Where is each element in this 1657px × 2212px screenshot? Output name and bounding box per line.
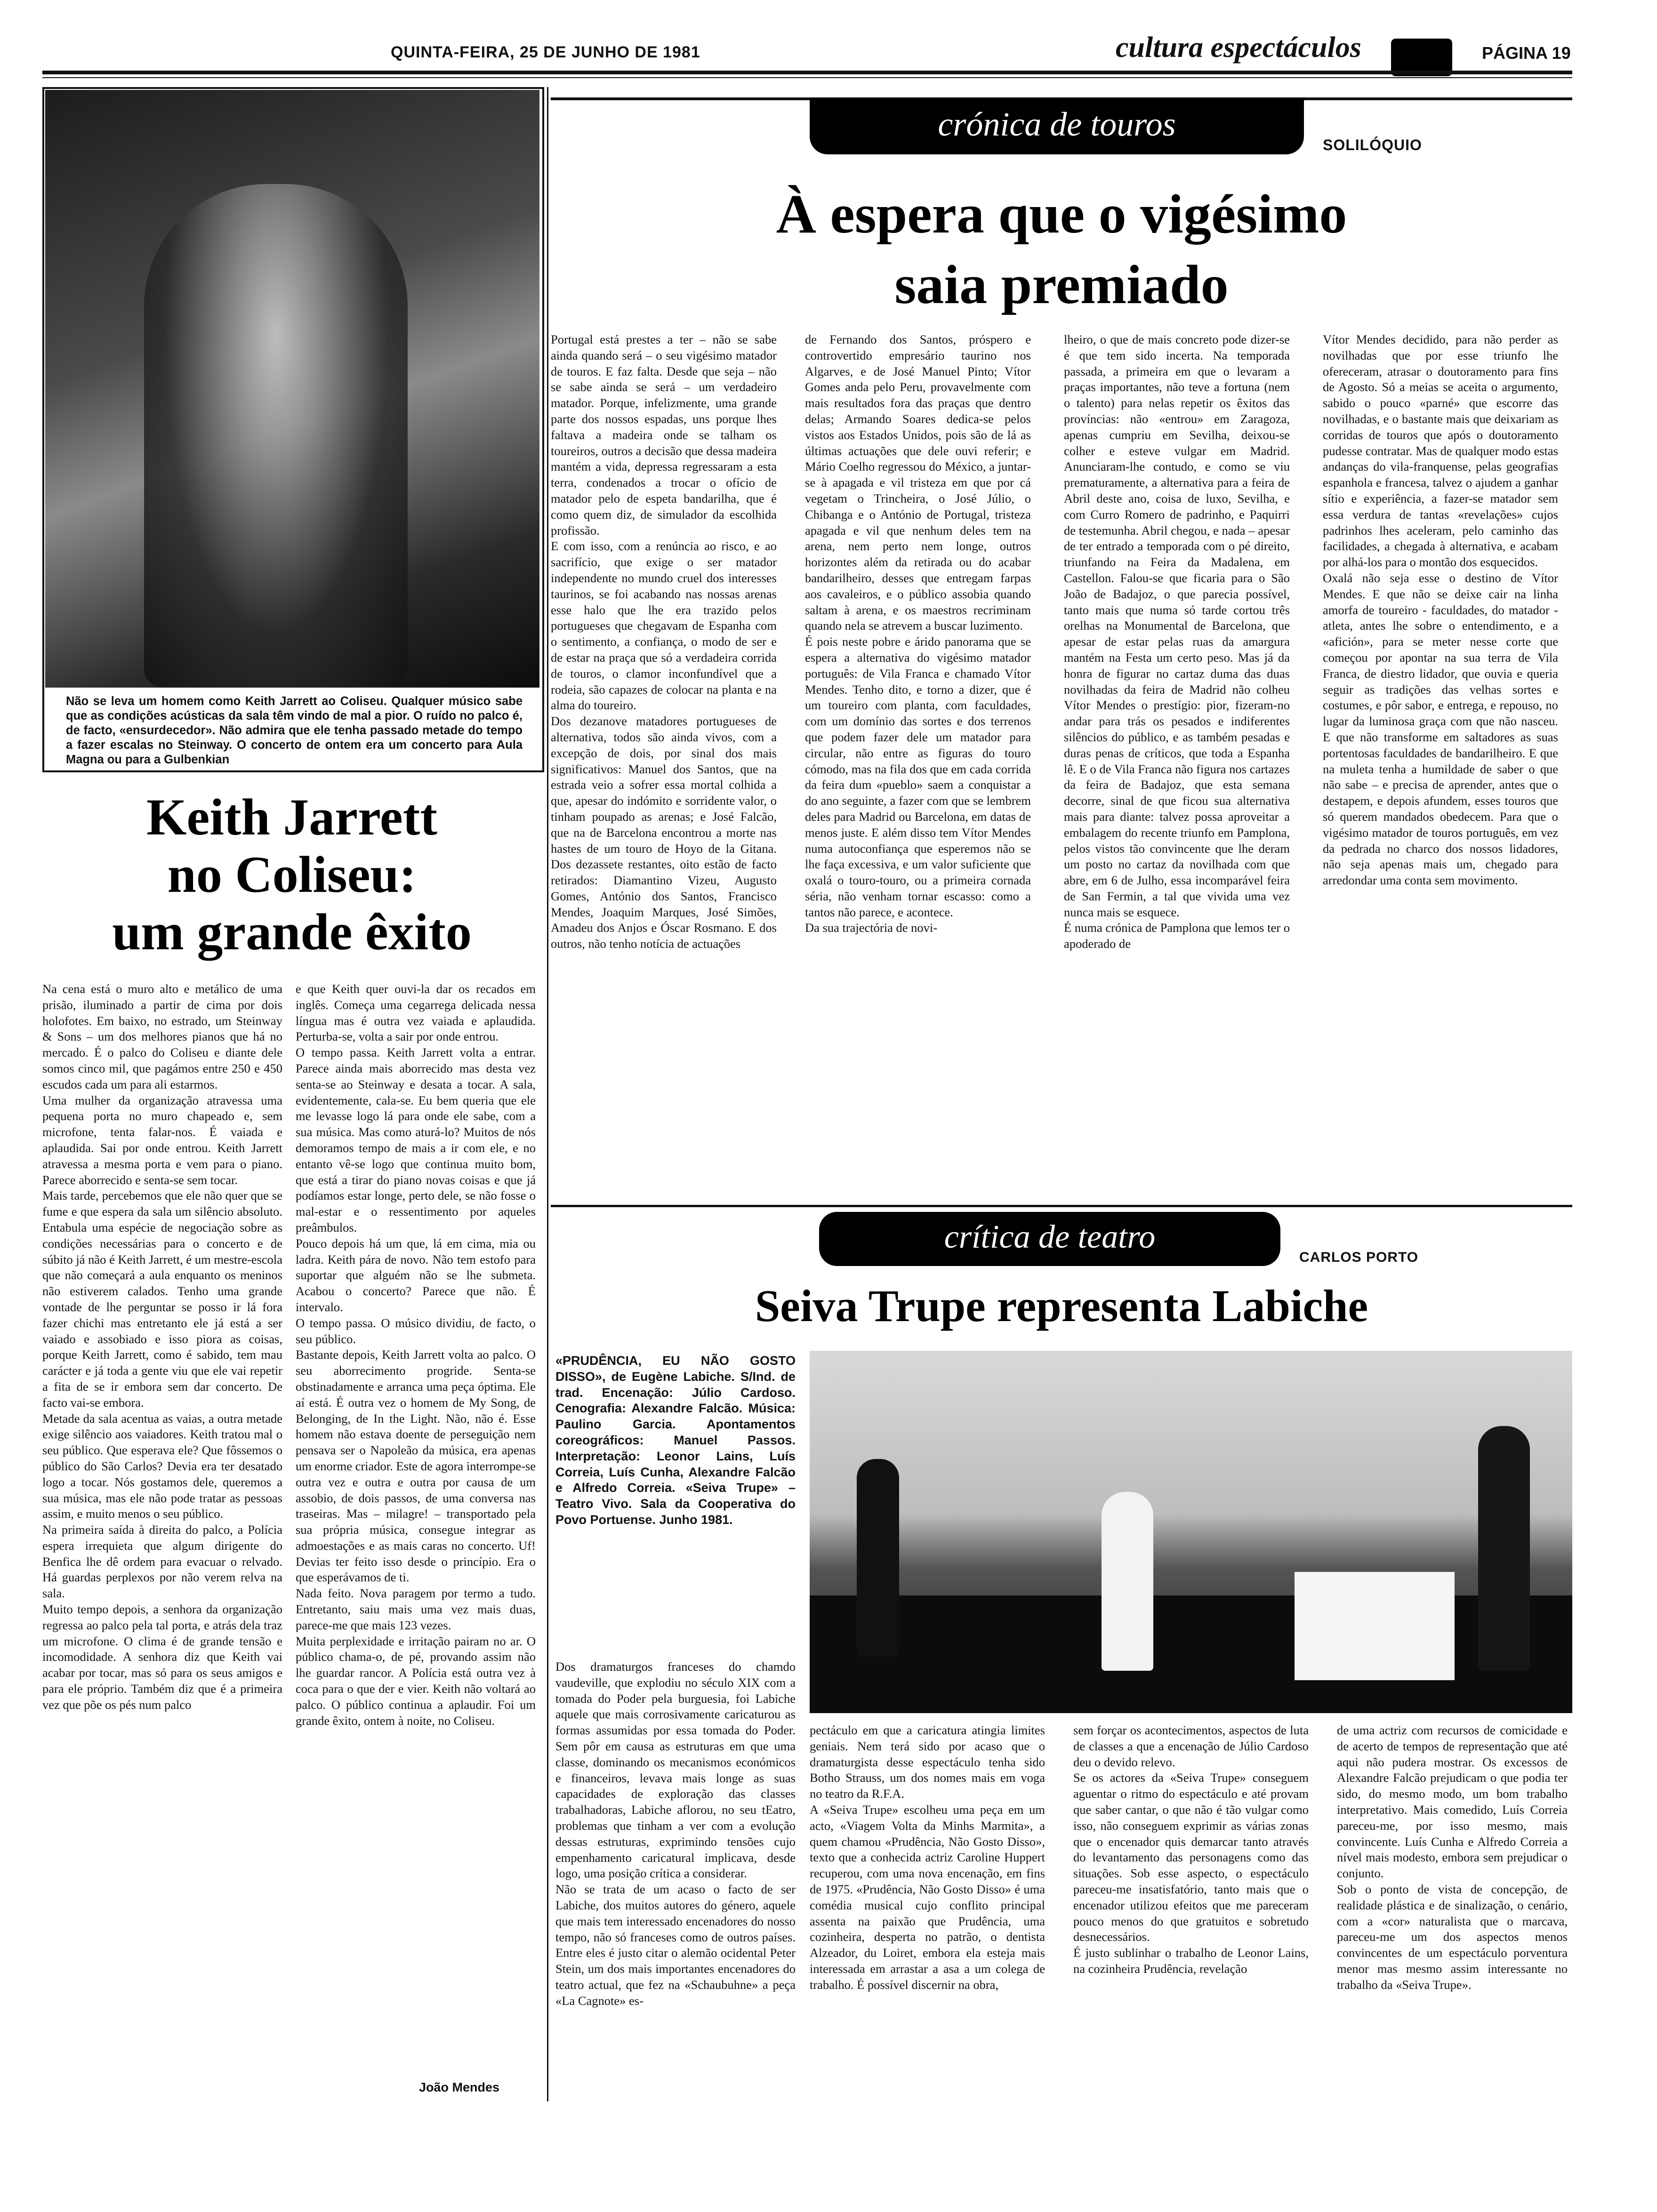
touros-column-3: lheiro, o que de mais concreto pode dizer-se é que tem sido incerta. Na temporada passada, a primeira em que o levaram a praças importantes, não teve a fortuna (nem o talento) para nelas repetir os êxitos das províncias: não «entrou» em Zaragoza, apenas cumpriu em Sevilha, deixou-se colher e esteve vulgar em Madrid. Anunciaram-lhe contudo, e como se viu prematuramente, a alternativa para a feira de Abril deste ano, coisa de luxo, Sevilha, e com Curro Romero de padrinho, e Paquirri de testemunha. Abril chegou, e nada – apesar de ter entrado a temporada com o pé direito, triunfando na Feira da Madalena, em Castellon. Falou-se que ficaria para o São João de Badajoz, o que parecia possível, tanto mais que numa só tarde cortou três orelhas na Monumental de Barcelona, que apesar de estar pelas ruas da amargura mantém na Festa um certo peso. Mas já da honra de figurar no cartaz duma das duas novilhadas da feira de Madrid não colheu Vítor Mendes o prestígio: pior, fizeram-no andar para trás os pesados e indiferentes silêncios do público, e as também pesadas e duras penas de críticos, que toda a Espanha lê. E o de Vila Franca não figura nos cartazes da feira de Badajoz, que esta semana decorre, sinal de que ficou sua alternativa mais para diante: talvez possa aproveitar a embalagem do recente triunfo em Pamplona, pelos vistos tão convincente que lhe deram um posto no cartaz da novilhada com que abre, em 6 de Julho, essa incomparável feira de San Fermin, a tal que vivida uma vez nunca mais se esquece. É numa crónica de Pamplona que lemos ter o apoderado de xyxy=(1064,332,1290,951)
jarrett-column-1: Na cena está o muro alto e metálico de uma prisão, iluminado a partir de cima por dois holofotes. Em baixo, no estrado, um Steinway & Sons – um dos melhores pianos que há no mercado. É o palco do Coliseu e diante dele somos cinco mil, que pagámos entre 250 e 450 escudos cada um para ali estarmos. Uma mulher da organização atravessa uma pequena porta no muro chapeado e, sem microfone, tenta falar-nos. É vaiada e aplaudida. Sai por onde entrou. Keith Jarrett atravessa a mesma porta e vem para o piano. Parece aborrecido e senta-se sem tocar. Mais tarde, percebemos que ele não quer que se fume e que espera da sala um silêncio absoluto. Entabula uma espécie de negociação sobre as condições necessárias para o concerto e de súbito já não é Keith Jarrett, é um mestre-escola que não começará a aula enquanto os meninos não estiverem calados. Tenho uma grande vontade de lhe perguntar se posso ir lá fora fazer chichi mas entretanto ele já está a ser vaiado e assobiado e isso piora as coisas, porque Keith Jarrett, como é sabido, tem mau carácter e já toda a gente viu que ele vai repetir a fita de se ir embora sem dar concerto. De facto vai-se embora. Metade da sala acentua as vaias, a outra metade exige silêncio aos vaiadores. Keith tratou mal o seu público. Que esperava ele? Que fôssemos o público do São Carlos? Devia era ter desatado logo a tocar. Nós gostamos dele, queremos a sua música, mas ele não pode tratar as pessoas assim, e muito menos o seu público. Na primeira saída à direita do palco, a Polícia espera irrequieta que algum dirigente do Benfica lhe dê ordem para evacuar o relvado. Há guardas perplexos por não verem relva na sala. Muito tempo depois, a senhora da organização regressa ao palco pela tal porta, e atrás dela traz um microfone. O clima é de grande tensão e incomodidade. A senhora diz que Keith vai acabar por tocar, mas só para os seus amigos e para ele próprio. Também diz que é a primeira vez que põe os pés num palco xyxy=(42,982,282,1712)
jarrett-photo-caption: Não se leva um homem como Keith Jarrett ao Coliseu. Qualquer músico sabe que as condições acústicas da sala têm vindo de mal a pior. O ruído no palco é, de facto, «ensurdecedor». Não admira que ele tenha passado metade do tempo a fazer escalas no Steinway. O concerto de ontem era um concerto para Aula Magna ou para a Gulbenkian xyxy=(66,695,523,766)
teatro-photo-actor-2 xyxy=(1102,1492,1153,1671)
teatro-photo-actor-1 xyxy=(857,1459,899,1657)
touros-column-2: de Fernando dos Santos, próspero e controvertido empresário taurino nos Algarves, e de José Manuel Pinto; Vítor Gomes anda pelo Peru, provavelmente com mais resultados fora das praças que dentro delas; Armando Soares dedica-se pelos vistos aos Estados Unidos, pois são de lá as últimas actuações que dele ouvi referir; e Mário Coelho regressou do México, a juntar-se à apagada e vil tristeza em que por cá vegetam o Trincheira, o José Júlio, o Chibanga e o António de Portugal, tristeza apagada e vil que nenhum deles tem na arena, nem perto nem longe, outros horizontes além da retirada ou do acabar bandarilheiro, desses que entregam farpas aos cavaleiros, e o público assobia quando saltam à arena, e os maestros recriminam quando nela se atrevem a buscar luzimento. É pois neste pobre e árido panorama que se espera a alternativa do vigésimo matador português: de Vila Franca e chamado Vítor Mendes. Tenho dito, e torno a dizer, que é um toureiro com planta, com faculdades, com um domínio das sortes e dos terrenos que podem fazer dele um matador para circular, não entre as figuras do touro cómodo, mas na fila dos que em cada corrida da feira dum «pueblo» saem a conquistar a do ano seguinte, a fazer com que se lembrem deles para Madrid ou Barcelona, em datas de menos juste. E além disso tem Vítor Mendes numa autoconfiança que esperemos não se lhe faça excessiva, e um valor suficiente que oxalá o touro-touro, ou a primeira cornada séria, não venham tornar escasso: como a tantos não parece, e acontece. Da sua trajectória de novi- xyxy=(805,332,1031,935)
jarrett-headline xyxy=(42,788,541,961)
teatro-column-4: de uma actriz com recursos de comicidade e de acerto de tempos de representação que até aqui não pudera mostrar. Os excessos de Alexandre Falcão prejudicam o que podia ter sido, do mesmo modo, um bom trabalho interpretativo. Mais comedido, Luís Correia pareceu-me, por isso mesmo, mais convincente. Luís Cunha e Alfredo Correia a nível mais modesto, embora sem prejudicar o conjunto. Sob o ponto de vista de concepção, de realidade plástica e de sinalização, o cenário, com a «cor» naturalista que o marcava, pareceu-me um dos aspectos menos convincentes de um espectáculo porventura menor mas mesmo assim interessante no trabalho da «Seiva Trupe». xyxy=(1337,1723,1568,1992)
teatro-headline: Seiva Trupe representa Labiche xyxy=(755,1281,1368,1331)
teatro-photo-table xyxy=(1295,1572,1455,1680)
touros-kicker: SOLILÓQUIO xyxy=(1323,136,1422,153)
jarrett-headline-line-1: Keith Jarrett xyxy=(146,788,437,846)
teatro-column-3: sem forçar os acontecimentos, aspectos de luta de classes a que a encenação de Júlio Cardoso deu o devido relevo. Se os actores da «Seiva Trupe» conseguem aguentar o ritmo do espectáculo e até provam que saber cantar, o que não é tão vulgar como isso, não conseguem exprimir as várias zonas que o encenador quis demarcar tanto através do levantamento das personagens como das situações. Sob esse aspecto, o espectáculo pareceu-me insatisfatório, tanto mais que o encenador utilizou efeitos que me pareceram pouco menos do que gratuitos e sobretudo desnecessários. É justo sublinhar o trabalho de Leonor Lains, na cozinheira Prudência, revelação xyxy=(1073,1723,1309,1976)
jarrett-headline-line-2: no Coliseu: xyxy=(167,846,417,903)
jarrett-photo xyxy=(45,90,539,688)
jarrett-photo-figure xyxy=(144,184,408,688)
teatro-photo-actor-3 xyxy=(1478,1426,1530,1671)
touros-headline-line-2: saia premiado xyxy=(894,254,1229,315)
touros-banner: crónica de touros xyxy=(810,98,1304,154)
touros-column-1: Portugal está prestes a ter – não se sabe ainda quando será – o seu vigésimo matador de touros. E faz falta. Desde que seja – não se sabe ainda se será – um verdadeiro matador. Porque, infelizmente, uma grande parte dos nossos espadas, uns porque lhes faltava a madeira onde se talham os toureiros, outros a decisão que dessa madeira mantém a vida, depressa regressaram a esta terra, condenados a trocar o ofício de matador pelo de espeta bandarilha, que é como quem diz, de simulador da escolhida profissão. E com isso, com a renúncia ao risco, e ao sacrifício, que exige o ser matador independente no mundo cruel dos interesses taurinos, se foi acabando nas nossas arenas esse halo que lhe era trazido pelos portugueses que chegavam de Espanha com o sentimento, a confiança, o modo de ser e de estar na praça que só a verdadeira corrida de touros, o clamor inconfundível que a rodeia, são capazes de colocar na planta e na alma do toureiro. Dos dezanove matadores portugueses de alternativa, todos são ainda vivos, com a excepção de dois, por sinal dos mais significativos: Manuel dos Santos, que na estrada veio a sofrer essa mortal colhida a que, apesar do indómito e sorridente valor, o tinham poupado as arenas; e José Falcão, que na de Barcelona encontrou a morte nas hastes de um touro de Hoyo de la Gitana. Dos dezassete restantes, oito estão de facto retirados: Diamantino Vizeu, Augusto Gomes, António dos Santos, Francisco Mendes, Joaquim Marques, José Simões, Amadeu dos Anjos e Óscar Rosmano. E dos outros, não tenho notícia de actuações xyxy=(551,332,777,951)
issue-date: QUINTA-FEIRA, 25 DE JUNHO DE 1981 xyxy=(391,43,700,61)
header-rule-thin xyxy=(42,77,1572,78)
header-rule xyxy=(42,71,1572,74)
teatro-column-2: pectáculo em que a caricatura atingia limites geniais. Nem terá sido por acaso que o dramaturgista desse espectáculo tenha sido Botho Strauss, um dos nomes mais em voga no teatro da R.F.A. A «Seiva Trupe» escolheu uma peça em um acto, «Viagem Volta da Minhs Marmita», a quem chamou «Prudência, Não Gosto Disso», texto que a conhecida actriz Caroline Huppert recuperou, com uma nova encenação, em fins de 1975. «Prudência, Não Gosto Disso» é uma comédia musical cujo conflito principal assenta na paixão que Prudência, uma cozinheira, desperta no patrão, o dentista Alzeador, du Loiret, embora ela esteja mais interessada em arrastar a asa a um colega de trabalho. É possível discernir na obra, xyxy=(810,1723,1045,1992)
touros-headline xyxy=(551,179,1572,320)
touros-headline-line-1: À espera que o vigésimo xyxy=(776,183,1347,245)
column-divider xyxy=(547,87,548,2101)
page-number: PÁGINA 19 xyxy=(1482,43,1571,63)
teatro-photo xyxy=(810,1351,1572,1713)
teatro-top-rule xyxy=(551,1205,1572,1207)
jarrett-headline-line-3: um grande êxito xyxy=(112,903,472,961)
jarrett-article xyxy=(42,87,541,2101)
section-title: cultura espectáculos xyxy=(1116,32,1361,64)
teatro-credits: «PRUDÊNCIA, EU NÃO GOSTO DISSO», de Eugène Labiche. S/Ind. de trad. Encenação: Júlio Cardoso. Cenografia: Alexandre Falcão. Música: Paulino Garcia. Apontamentos coreográficos: Manuel Passos. Interpretação: Leonor Lains, Luís Correia, Luís Cunha, Alexandre Falcão e Alfredo Correia. «Seiva Trupe» – Teatro Vivo. Sala da Cooperativa do Povo Portuense. Junho 1981. xyxy=(555,1354,796,1527)
teatro-column-1: Dos dramaturgos franceses do chamdo vaudeville, que explodiu no século XIX com a tomada do Poder pela burguesia, foi Labiche aquele que mais corrosivamente caricaturou as formas assumidas por essa tomada do Poder. Sem pôr em causa as estruturas em que uma classe, dominando os mecanismos económicos e financeiros, levava mais longe as suas capacidades de exploração das classes trabalhadoras, Labiche aflorou, no seu tEatro, problemas que tinham a ver com a evolução dessas estruturas, exprimindo tensões cujo empenhamento caricatural implicava, desde logo, uma posição crítica a considerar. Não se trata de um acaso o facto de ser Labiche, dos muitos autores do género, aquele que mais tem interessado encenadores do nosso tempo, não só franceses como de outros países. Entre eles é justo citar o alemão ocidental Peter Stein, um dos mais importantes encenadores do teatro actual, que fez na «Schaubuhne» a peça «La Cagnote» es- xyxy=(555,1659,796,2008)
touros-column-4: Vítor Mendes decidido, para não perder as novilhadas que por esse triunfo lhe ofereceram, atrasar o doutoramento para fins de Agosto. Só a meias se aceita o argumento, sabido o pouco «parné» que escorre das novilhadas, e o bastante mais que deixariam as corridas de touros que após o doutoramento pudesse contratar. Mas de qualquer modo estas andanças do vila-franquense, pelas geografias espanhola e francesa, talvez o ajudem a ganhar sítio e experiência, a fazer-se matador sem essa verdura de tantas «revelações» cujos padrinhos lhes aceleram, pelo caminho das facilidades, a chegada à alternativa, e acabam por alhá-los para o montão dos esquecidos. Oxalá não seja esse o destino de Vítor Mendes. E que não se deixe cair na linha amorfa de toureiro - faculdades, do matador -atleta, antes lhe sobre o entendimento, e a «afición», para se meter nesse corte que começou por apontar na sua terra de Vila Franca, de diestro lidador, que ouvia e queria seguir as tradições das velhas sortes e costumes, e pôr sabor, e entrega, e repouso, no lugar da luminosa graça com que não nasceu. E que não transforme em saltadores as suas portentosas faculdades de bandarilheiro. E que na muleta tenha a humildade de saber o que não sabe – e precisa de aprender, antes que o destapem, e depois afundem, esses touros que só querem mandados obedecem. Para que o vigésimo matador de touros português, em vez da pedrada no charco dos nossos lidadores, não seja apenas mais um, chegado para arredondar uma conta sem movimento. xyxy=(1323,332,1558,888)
jarrett-author: João Mendes xyxy=(419,2080,500,2094)
teatro-kicker: CARLOS PORTO xyxy=(1299,1250,1419,1265)
teatro-banner: crítica de teatro xyxy=(819,1212,1280,1266)
teatro-photo-stage-floor xyxy=(810,1595,1572,1713)
jarrett-column-2: e que Keith quer ouvi-la dar os recados em inglês. Começa uma cegarrega delicada nessa língua mas é outra vez vaiada e aplaudida. Perturba-se, volta a sair por onde entrou. O tempo passa. Keith Jarrett volta a entrar. Parece ainda mais aborrecido mas desta vez senta-se ao Steinway e desata a tocar. A sala, evidentemente, cala-se. Eu bem queria que ele me levasse logo lá para onde ele sabe, com a sua música. Mas como aturá-lo? Muitos de nós demoramos tempo de mais a ir com ele, e no entanto vê-se logo que continua muito bom, que está a tirar do piano novas coisas e que já podíamos estar longe, perto dele, se não fosse o mal-estar e o ressentimento por aqueles preâmbulos. Pouco depois há um que, lá em cima, mia ou ladra. Keith pára de novo. Não tem estofo para suportar que alguém não se lhe submeta. Acabou o concerto? Parece que não. É intervalo. O tempo passa. O músico dividiu, de facto, o seu público. Bastante depois, Keith Jarrett volta ao palco. O seu aborrecimento progride. Senta-se obstinadamente e arranca uma peça óptima. Ele aí está. É outra vez o homem de My Song, de Belonging, de In the Light. Não, não é. Esse homem não estava doente de perseguição nem pensava ser o Napoleão da música, era apenas um enorme criador. Este de agora interrompe-se outra vez e outra e outra por causa de um assobio, de dois passos, de uma conversa nas traseiras. Mas – milagre! – transportado pela sua própria música, consegue integrar as admoestações e as mais caras no concerto. Uf! Devias ter feito isso desde o princípio. Era o que esperávamos de ti. Nada feito. Nova paragem por termo a tudo. Entretanto, saiu mais uma vez mais duas, parece-me que mais 123 vezes. Muita perplexidade e irritação pairam no ar. O público chama-o, de pé, provando assim não lhe guardar rancor. A Polícia está outra vez à coca para o que der e vier. Keith não voltará ao palco. O público continua a aplaudir. Foi um grande êxito, ontem à noite, no Coliseu. xyxy=(296,982,536,1728)
